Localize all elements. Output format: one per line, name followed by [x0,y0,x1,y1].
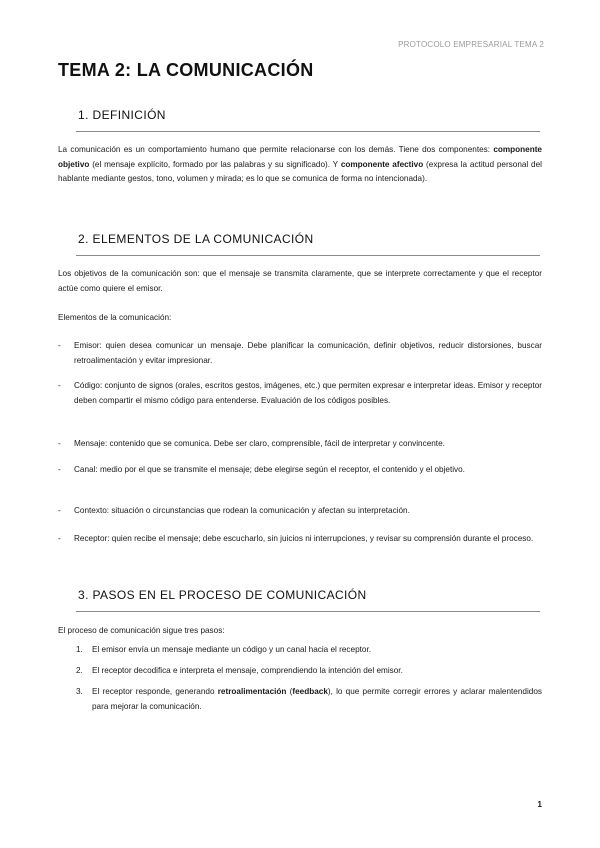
list-bullet: - [58,439,61,448]
step-text-part: ), lo que permite corregir errores y aclarar malentendidos para mejorar la comunicación. [92,687,542,711]
list-bullet: - [58,341,61,350]
list-item-text: Código: conjunto de signos (orales, escritos gestos, imágenes, etc.) que permiten expresar e interpretar ideas. Emisor y receptor deben compartir el mismo código para entenderse. Evaluación de los códigos posibles. [74,381,542,405]
definition-paragraph [58,143,542,187]
list-item-text: Contexto: situación o circunstancias que rodean la comunicación y afectan su interpretación. [74,506,410,515]
step-number: 1. [76,645,83,654]
list-bullet: - [58,465,61,474]
list-bullet: - [58,506,61,515]
page-title: TEMA 2: LA COMUNICACIÓN [58,60,314,80]
running-header: PROTOCOLO EMPRESARIAL TEMA 2 [398,40,544,49]
section-divider [76,131,540,132]
step-text: El emisor envía un mensaje mediante un código y un canal hacia el receptor. [92,645,371,654]
step-text-part: ( [286,687,293,696]
step-text [92,685,542,714]
section-heading-definicion: 1. DEFINICIÓN [78,108,166,122]
definition-text-3: (expresa la actitud personal del hablante mediante gestos, tono, volumen y mirada; es lo que se comunica de forma no intencionada). [58,159,542,183]
list-item-text: Receptor: quien recibe el mensaje; debe escucharlo, sin juicios ni interrupciones, y revisar su comprensión durante el proceso. [74,534,534,543]
page-number: 1 [537,800,542,809]
section-heading-elementos: 2. ELEMENTOS DE LA COMUNICACIÓN [78,232,314,246]
definition-text-1: La comunicación es un comportamiento humano que permite relacionarse con los demás. Tiene dos componentes: [58,145,494,154]
step-text-part: El receptor responde, generando [92,687,218,696]
term-retroalimentacion: retroalimentación [217,687,287,696]
list-bullet: - [58,534,61,543]
definition-text-2: (el mensaje explícito, formado por las palabras y su significado). Y [89,159,341,169]
term-feedback: feedback [292,687,328,696]
list-item-text: Emisor: quien desea comunicar un mensaje. Debe planificar la comunicación, definir objetivos, reducir distorsiones, buscar retroalimentación y evitar impresionar. [74,341,542,365]
section-heading-pasos: 3. PASOS EN EL PROCESO DE COMUNICACIÓN [78,588,367,602]
list-item-text: Mensaje: contenido que se comunica. Debe ser claro, comprensible, fácil de interpretar y convincente. [74,439,445,448]
section-divider [76,255,540,256]
list-bullet: - [58,381,61,390]
objectives-paragraph: Los objetivos de la comunicación son: que el mensaje se transmita claramente, que se interprete correctamente y que el receptor actúe como quiere el emisor. [58,269,542,293]
section-divider [76,611,540,612]
step-text: El receptor decodifica e interpreta el mensaje, comprendiendo la intención del emisor. [92,666,403,675]
term-componente-afectivo: componente afectivo [340,159,424,169]
steps-intro: El proceso de comunicación sigue tres pasos: [58,626,225,635]
term-componente-objetivo: componente objetivo [58,145,542,169]
elements-label: Elementos de la comunicación: [58,313,172,322]
step-number: 3. [76,687,83,696]
list-item-text: Canal: medio por el que se transmite el mensaje; debe elegirse según el receptor, el contenido y el objetivo. [74,465,465,474]
step-number: 2. [76,666,83,675]
